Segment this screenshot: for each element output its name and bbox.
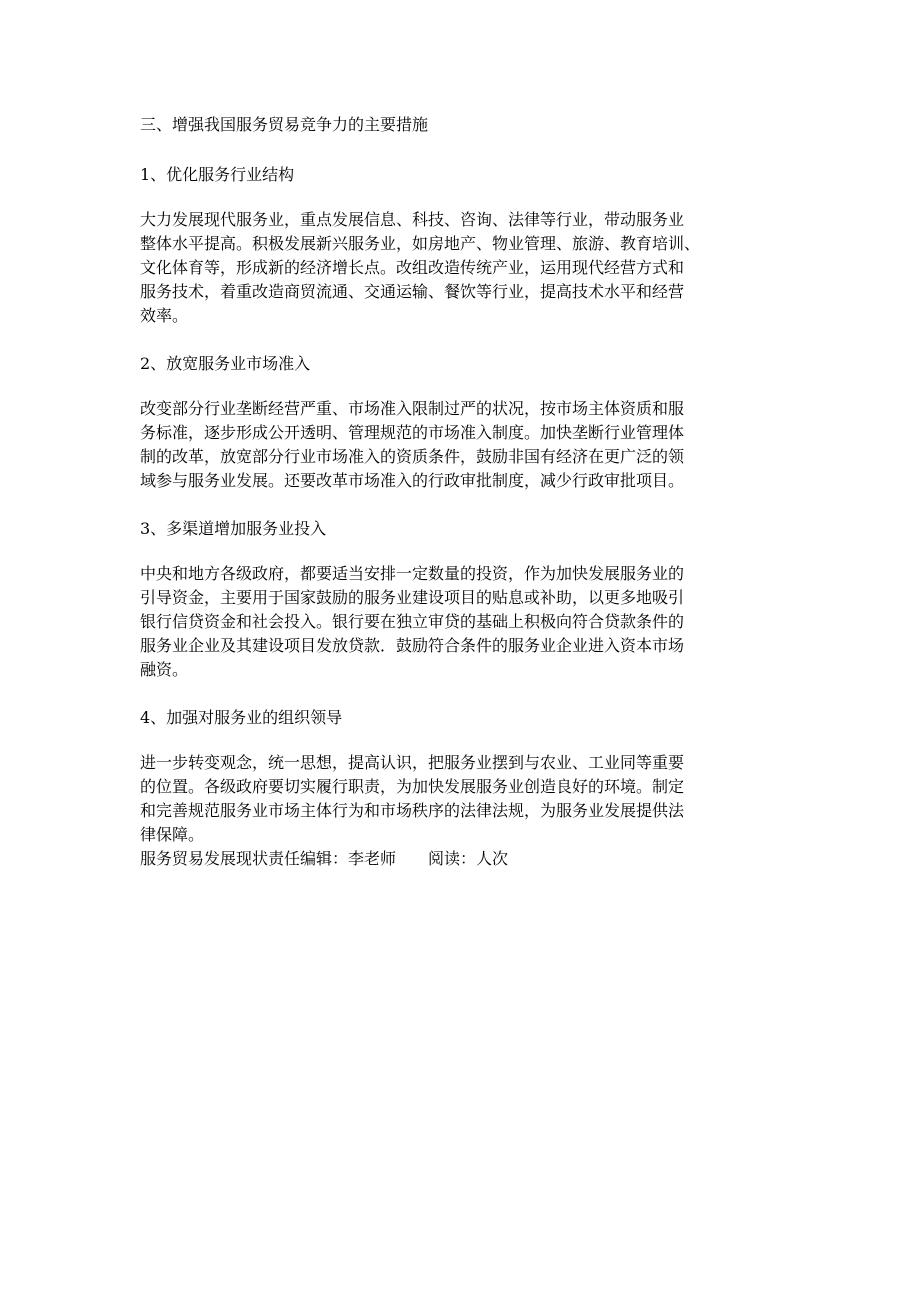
section-2-body: 改变部分行业垄断经营严重、市场准入限制过严的状况，按市场主体资质和服 务标准，逐步形成公开透明、管理规范的市场准入制度。加快垄断行业管理体 制的改革，放宽部分行业市场准入的资质条件，鼓励非国有经济在更广泛的领 域参与服务业发展。还要改革市场准入的行政审批制度，减少行政审批项目。 <box>140 399 685 490</box>
document-page <box>140 113 790 871</box>
section-3-body: 中央和地方各级政府，都要适当安排一定数量的投资，作为加快发展服务业的 引导资金，主要用于国家鼓励的服务业建设项目的贴息或补助，以更多地吸引 银行信贷资金和社会投入。银行要在独立审贷的基础上积极向符合贷款条件的 服务业企业及其建设项目发放贷款．鼓励符合条件的服务业企业进入资本市场 融资。 <box>140 564 685 679</box>
section-3-heading: 3、多渠道增加服务业投入 <box>140 519 327 538</box>
section-1-heading: 1、优化服务行业结构 <box>140 165 295 184</box>
section-4-heading: 4、加强对服务业的组织领导 <box>140 708 343 727</box>
section-1-body: 大力发展现代服务业，重点发展信息、科技、咨询、法律等行业，带动服务业 整体水平提高。积极发展新兴服务业，如房地产、物业管理、旅游、教育培训、 文化体育等，形成新的经济增长点。改组改造传统产业，运用现代经营方式和 服务技术，着重改造商贸流通、交通运输、餐饮等行业，提高技术水平和经营 效率。 <box>140 210 701 325</box>
section-2-heading: 2、放宽服务业市场准入 <box>140 354 311 373</box>
footer-editor: 服务贸易发展现状责任编辑：李老师 <box>140 849 397 868</box>
section-4-body: 进一步转变观念，统一思想，提高认识，把服务业摆到与农业、工业同等重要 的位置。各级政府要切实履行职责，为加快发展服务业创造良好的环境。制定 和完善规范服务业市场主体行为和市场秩序的法律法规，为服务业发展提供法 律保障。 <box>140 753 685 844</box>
footer-line <box>140 847 790 871</box>
footer-read-count: 阅读：人次 <box>428 849 509 868</box>
document-title: 三、增强我国服务贸易竞争力的主要措施 <box>140 115 429 134</box>
